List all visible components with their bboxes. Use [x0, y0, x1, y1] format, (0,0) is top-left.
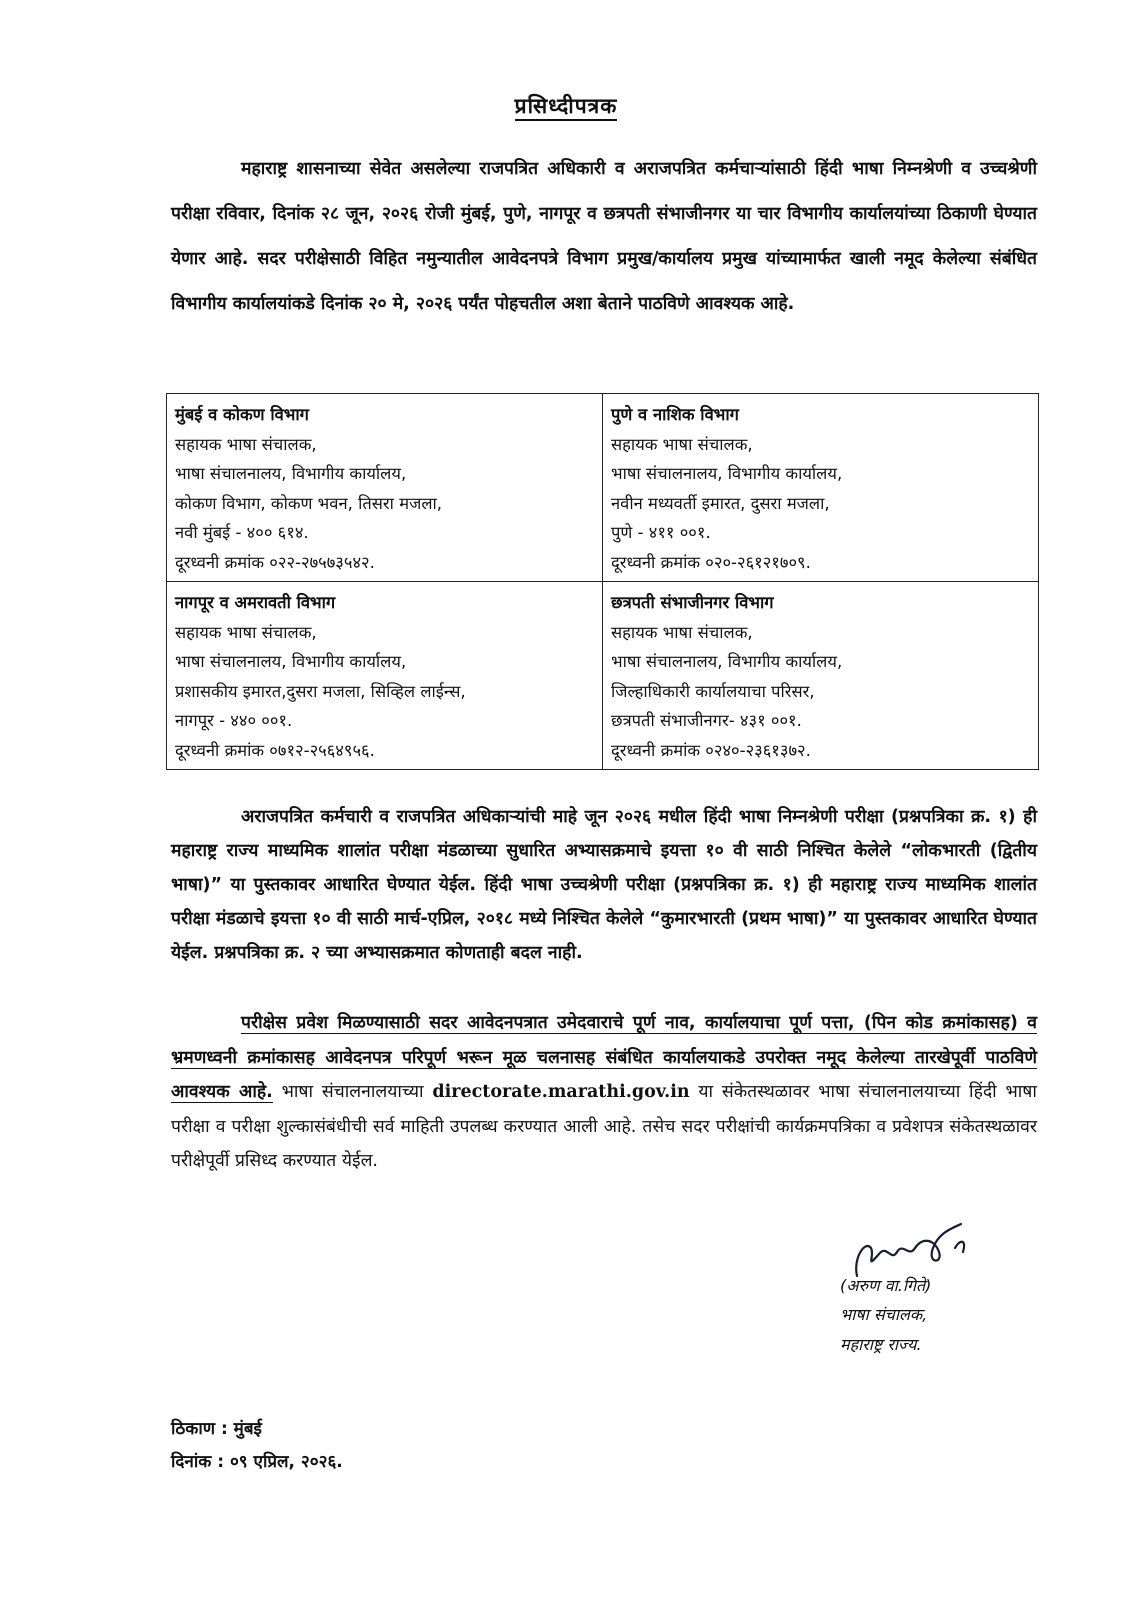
table-row [167, 394, 1039, 582]
paragraph3-text-after: या संकेतस्थळावर भाषा संचालनालयाच्या हिंदी भाषा परीक्षा व परीक्षा शुल्कासंबंधीची सर्व माहिती उपलब्ध करण्यात आली आहे. तसेच सदर परीक्षांची कार्यक्रमपत्रिका व प्रवेशपत्र संकेतस्थळावर परीक्षेपूर्वी प्रसिध्द करण्यात येईल. [171, 1082, 1037, 1171]
signatory-designation: भाषा संचालक, [840, 1305, 928, 1324]
office-line: पुणे - ४११ ००१. [611, 523, 711, 542]
signatory-state: महाराष्ट्र राज्य. [840, 1335, 922, 1354]
office-cell-sambhajinagar [603, 582, 1039, 770]
office-line: भाषा संचालनालय, विभागीय कार्यालय, [175, 652, 407, 671]
office-line: सहायक भाषा संचालक, [611, 622, 753, 642]
office-line: सहायक भाषा संचालक, [611, 434, 753, 454]
page-title [0, 92, 1132, 120]
office-line: सहायक भाषा संचालक, [175, 434, 317, 454]
paragraph2-text: अराजपत्रित कर्मचारी व राजपत्रित अधिकाऱ्यांची माहे जून २०२६ मधील हिंदी भाषा निम्नश्रेणी परीक्षा (प्रश्नपत्रिका क्र. १) ही महाराष्ट्र राज्य माध्यमिक शालांत परीक्षा मंडळाच्या सुधारित अभ्यासक्रमाचे इयत्ता १० वी साठी निश्चित केलेले “लोकभारती (द्वितीय भाषा)” या पुस्तकावर आधारित घेण्यात येईल. हिंदी भाषा उच्चश्रेणी परीक्षा (प्रश्नपत्रिका क्र. १) ही महाराष्ट्र राज्य माध्यमिक शालांत परीक्षा मंडळाचे इयत्ता १० वी साठी मार्च-एप्रिल, २०१८ मध्ये निश्चित केलेले “कुमारभारती (प्रथम भाषा)” या पुस्तकावर आधारित घेण्यात येईल. प्रश्नपत्रिका क्र. २ च्या अभ्यासक्रमात कोणताही बदल नाही. [171, 807, 1037, 963]
table-row [167, 582, 1039, 770]
office-cell-nagpur-amravati [167, 582, 603, 770]
office-heading: मुंबई व कोकण विभाग [175, 405, 309, 424]
office-cell-mumbai-konkan [167, 394, 603, 582]
office-line: नागपूर - ४४० ००१. [175, 711, 293, 730]
office-heading: नागपूर व अमरावती विभाग [175, 593, 336, 612]
paragraph1-text: महाराष्ट्र शासनाच्या सेवेत असलेल्या राजपत्रित अधिकारी व अराजपत्रित कर्मचाऱ्यांसाठी हिंदी भाषा निम्नश्रेणी व उच्चश्रेणी परीक्षा रविवार, दिनांक २८ जून, २०२६ रोजी मुंबई, पुणे, नागपूर व छत्रपती संभाजीनगर या चार विभागीय कार्यालयांच्या ठिकाणी घेण्यात येणार आहे. सदर परीक्षेसाठी विहित नमुन्यातील आवेदनपत्रे विभाग प्रमुख/कार्यालय प्रमुख यांच्यामार्फत खाली नमूद केलेल्या संबंधित विभागीय कार्यालयांकडे दिनांक २० मे, २०२६ पर्यंत पोहचतील अशा बेताने पाठविणे आवश्यक आहे. [171, 159, 1037, 314]
office-heading: छत्रपती संभाजीनगर विभाग [611, 593, 774, 612]
signatory-name: (अरुण वा.गिते) [840, 1276, 932, 1295]
title-text: प्रसिध्दीपत्रक [515, 94, 618, 121]
paragraph3-text-before: भाषा संचालनालयाच्या [281, 1082, 424, 1102]
office-phone: दूरध्वनी क्रमांक ०२४०-२३६१३७२. [611, 740, 811, 760]
divisional-offices-table [166, 393, 1039, 770]
office-line: नवी मुंबई - ४०० ६१४. [175, 523, 309, 542]
office-line: सहायक भाषा संचालक, [175, 622, 317, 642]
underlined-instructions: परीक्षेस प्रवेश मिळण्यासाठी सदर आवेदनपत्रात उमेदवाराचे पूर्ण नाव, कार्यालयाचा पूर्ण पत्ता, (पिन कोड क्रमांकासह) व भ्रमणध्वनी क्रमांकासह आवेदनपत्र परिपूर्ण भरून मूळ चलनासह संबंधित कार्यालयाकडे उपरोक्त नमूद केलेल्या तारखेपूर्वी पाठविणे आवश्यक आहे. [171, 1013, 1037, 1102]
signatory-designation-block [840, 1300, 927, 1360]
office-line: छत्रपती संभाजीनगर- ४३१ ००१. [611, 711, 802, 730]
paragraph-syllabus [171, 800, 1037, 970]
office-phone: दूरध्वनी क्रमांक ०२२-२७५७३५४२. [175, 552, 375, 572]
office-line: भाषा संचालनालय, विभागीय कार्यालय, [175, 464, 407, 483]
office-line: जिल्हाधिकारी कार्यालयाचा परिसर, [611, 681, 815, 701]
date-text: दिनांक : ०९ एप्रिल, २०२६. [171, 1452, 343, 1472]
office-phone: दूरध्वनी क्रमांक ०२०-२६१२१७०९. [611, 552, 811, 572]
office-line: भाषा संचालनालय, विभागीय कार्यालय, [611, 464, 843, 483]
office-line: भाषा संचालनालय, विभागीय कार्यालय, [611, 652, 843, 671]
office-cell-pune-nashik [603, 394, 1039, 582]
place-text: ठिकाण : मुंबई [171, 1419, 262, 1439]
office-phone: दूरध्वनी क्रमांक ०७१२-२५६४९५६. [175, 740, 375, 760]
place-date-block [171, 1413, 343, 1479]
office-line: नवीन मध्यवर्ती इमारत, दुसरा मजला, [611, 493, 830, 513]
office-line: प्रशासकीय इमारत,दुसरा मजला, सिव्हिल लाईन्स, [175, 681, 466, 701]
office-heading: पुणे व नाशिक विभाग [611, 405, 739, 424]
website-link[interactable]: directorate.marathi.gov.in [432, 1082, 690, 1102]
paragraph-application-instructions [171, 1006, 1037, 1179]
paragraph-exam-announcement [171, 147, 1037, 327]
office-line: कोकण विभाग, कोकण भवन, तिसरा मजला, [175, 493, 443, 513]
